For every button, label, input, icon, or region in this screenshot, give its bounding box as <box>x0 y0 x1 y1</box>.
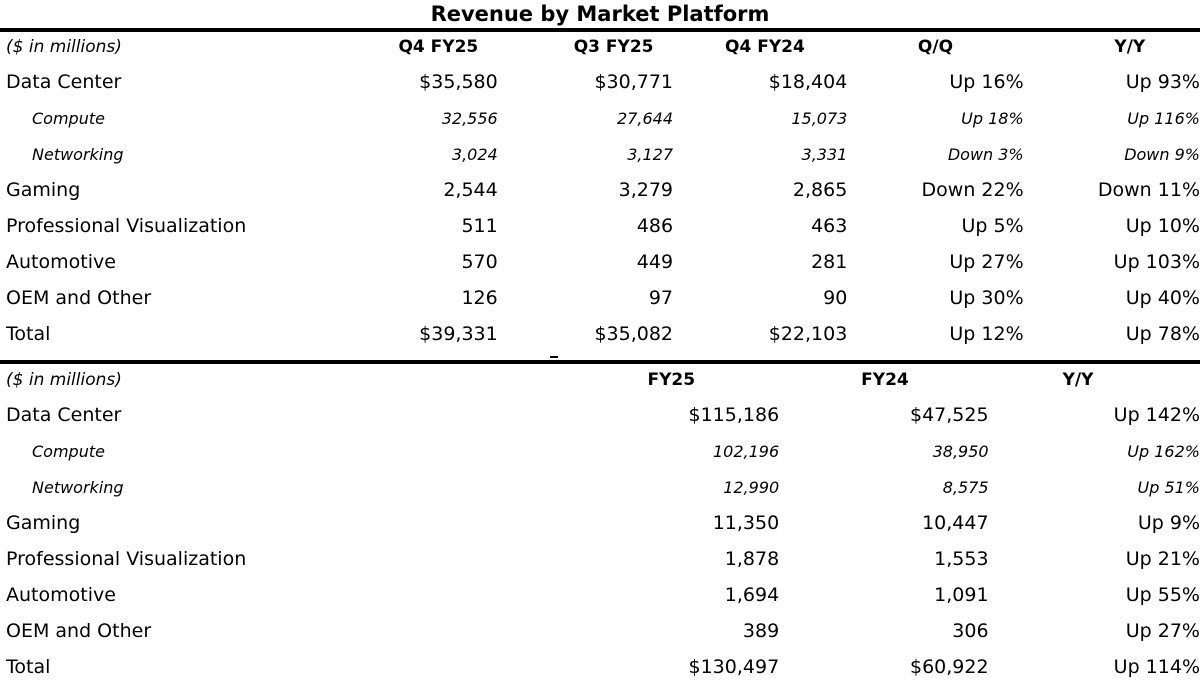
cell-value: 97 <box>648 287 674 309</box>
cell-value: 463 <box>811 215 848 237</box>
table-row <box>0 208 1200 244</box>
quarterly-column-header: Q4 FY25 <box>398 37 479 57</box>
cell-value: 281 <box>811 251 848 273</box>
quarterly-units-label: ($ in millions) <box>6 37 122 57</box>
table-row <box>0 100 1200 136</box>
cell-value: 15,073 <box>791 108 848 128</box>
cell-value: Up 12% <box>949 323 1024 345</box>
row-label: Networking <box>32 144 124 164</box>
cell-value: 570 <box>461 251 498 273</box>
cell-value: 90 <box>823 287 848 309</box>
row-label: Professional Visualization <box>6 215 247 237</box>
cell-value: Up 162% <box>1127 441 1200 461</box>
cell-value: $18,404 <box>768 71 848 93</box>
annual-column-header: Y/Y <box>1062 370 1094 390</box>
annual-units-label: ($ in millions) <box>6 370 122 390</box>
cell-value: Up 18% <box>961 108 1024 128</box>
row-label: Networking <box>32 477 124 497</box>
cell-value: 389 <box>742 620 780 642</box>
cell-value: Up 51% <box>1137 477 1200 497</box>
table-row <box>0 613 1200 649</box>
cell-value: $47,525 <box>909 404 989 426</box>
table-row <box>0 577 1200 613</box>
row-label: Automotive <box>6 584 116 606</box>
table-row <box>0 541 1200 577</box>
row-label: Compute <box>32 441 105 461</box>
cell-value: Up 114% <box>1113 656 1200 678</box>
table-row <box>0 316 1200 352</box>
row-label: OEM and Other <box>6 620 152 642</box>
cell-value: Up 93% <box>1125 71 1200 93</box>
cell-value: 1,091 <box>934 584 989 606</box>
cell-value: $35,082 <box>594 323 674 345</box>
cell-value: 486 <box>636 215 674 237</box>
cell-value: Up 10% <box>1125 215 1200 237</box>
cell-value: Up 78% <box>1125 323 1200 345</box>
cell-value: 11,350 <box>712 512 780 534</box>
row-label: Gaming <box>6 512 81 534</box>
cell-value: $35,580 <box>419 71 498 93</box>
cell-value: Up 16% <box>949 71 1024 93</box>
annual-column-header: FY25 <box>647 370 696 390</box>
cell-value: Up 30% <box>949 287 1024 309</box>
quarterly-header-row <box>0 30 1200 64</box>
row-label: OEM and Other <box>6 287 152 309</box>
table-row <box>0 433 1200 469</box>
table-row <box>0 244 1200 280</box>
cell-value: Up 103% <box>1113 251 1200 273</box>
cell-value: Up 116% <box>1127 108 1200 128</box>
row-label: Professional Visualization <box>6 548 247 570</box>
quarterly-table <box>0 30 1200 352</box>
quarterly-column-header: Q4 FY24 <box>725 37 805 57</box>
table-row <box>0 64 1200 100</box>
cell-value: 511 <box>461 215 498 237</box>
cell-value: 449 <box>636 251 674 273</box>
cell-value: 3,024 <box>451 144 498 164</box>
cell-value: Down 11% <box>1097 179 1200 201</box>
cell-value: 3,331 <box>801 144 848 164</box>
table-row <box>0 172 1200 208</box>
cell-value: Up 142% <box>1113 404 1200 426</box>
cell-value: 3,127 <box>627 144 674 164</box>
annual-table <box>0 363 1200 685</box>
row-label: Total <box>6 656 51 678</box>
cell-value: 38,950 <box>932 441 989 461</box>
quarterly-column-header: Q/Q <box>917 37 954 57</box>
cell-value: Down 22% <box>921 179 1024 201</box>
cell-value: Up 9% <box>1137 512 1200 534</box>
cell-value: $30,771 <box>594 71 674 93</box>
cell-value: 2,544 <box>443 179 498 201</box>
cell-value: 12,990 <box>723 477 780 497</box>
cell-value: Down 3% <box>947 144 1024 164</box>
cell-value: 1,694 <box>724 584 780 606</box>
cell-value: 8,575 <box>942 477 989 497</box>
stray-mark <box>550 356 558 358</box>
cell-value: Up 5% <box>961 215 1024 237</box>
quarterly-column-header: Q3 FY25 <box>573 37 654 57</box>
table-row <box>0 649 1200 685</box>
cell-value: Up 21% <box>1125 548 1200 570</box>
cell-value: 1,553 <box>934 548 989 570</box>
cell-value: 27,644 <box>617 108 674 128</box>
row-label: Compute <box>32 108 105 128</box>
cell-value: $39,331 <box>419 323 498 345</box>
annual-header-row <box>0 363 1200 397</box>
cell-value: 306 <box>952 620 989 642</box>
table-row <box>0 280 1200 316</box>
cell-value: 102,196 <box>713 441 780 461</box>
cell-value: 32,556 <box>441 108 498 128</box>
cell-value: $60,922 <box>909 656 989 678</box>
cell-value: 10,447 <box>922 512 989 534</box>
cell-value: Down 9% <box>1124 144 1200 164</box>
cell-value: $115,186 <box>688 404 780 426</box>
cell-value: Up 27% <box>1125 620 1200 642</box>
row-label: Automotive <box>6 251 116 273</box>
row-label: Data Center <box>6 404 122 426</box>
row-label: Data Center <box>6 71 122 93</box>
cell-value: Up 27% <box>949 251 1024 273</box>
cell-value: 3,279 <box>618 179 674 201</box>
cell-value: $22,103 <box>768 323 848 345</box>
cell-value: 1,878 <box>724 548 780 570</box>
cell-value: Up 55% <box>1125 584 1200 606</box>
cell-value: $130,497 <box>688 656 780 678</box>
cell-value: 2,865 <box>792 179 848 201</box>
table-row <box>0 136 1200 172</box>
cell-value: Up 40% <box>1125 287 1200 309</box>
table-row <box>0 397 1200 433</box>
annual-column-header: FY24 <box>861 370 909 390</box>
cell-value: 126 <box>461 287 498 309</box>
quarterly-column-header: Y/Y <box>1114 37 1146 57</box>
table-row <box>0 505 1200 541</box>
table-row <box>0 469 1200 505</box>
page-title: Revenue by Market Platform <box>430 2 770 26</box>
row-label: Total <box>6 323 51 345</box>
row-label: Gaming <box>6 179 81 201</box>
